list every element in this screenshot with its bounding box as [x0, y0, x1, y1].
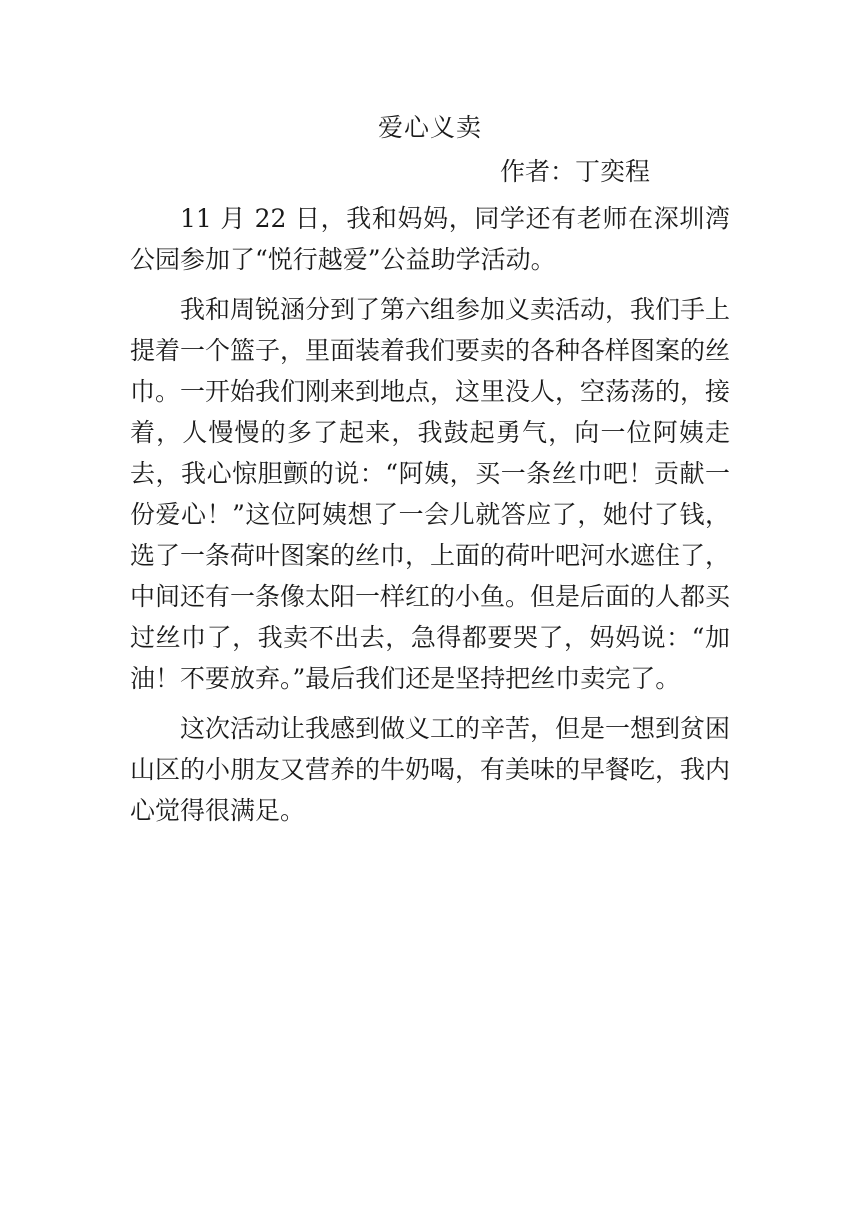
body-text — [130, 198, 730, 840]
paragraph-3: 这次活动让我感到做义工的辛苦，但是一想到贫困山区的小朋友又营养的牛奶喝，有美味的早餐吃，我内心觉得很满足。 — [130, 714, 731, 825]
paragraph-1: 11 月 22 日，我和妈妈，同学还有老师在深圳湾公园参加了“悦行越爱”公益助学活动。 — [130, 204, 730, 274]
author-line: 作者：丁奕程 — [500, 157, 651, 186]
paragraph-2: 我和周锐涵分到了第六组参加义卖活动，我们手上提着一个篮子，里面装着我们要卖的各种各样图案的丝巾。一开始我们刚来到地点，这里没人，空荡荡的，接着，人慢慢的多了起来，我鼓起勇气，向一位阿姨走去，我心惊胆颤的说：“阿姨，买一条丝巾吧！贡献一份爱心！”这位阿姨想了一会儿就答应了，她付了钱，选了一条荷叶图案的丝巾，上面的荷叶吧河水遮住了，中间还有一条像太阳一样红的小鱼。但是后面的人都买过丝巾了，我卖不出去，急得都要哭了，妈妈说：“加油！不要放弃。”最后我们还是坚持把丝巾卖完了。 — [130, 295, 731, 693]
document-title: 爱心义卖 — [377, 113, 482, 142]
